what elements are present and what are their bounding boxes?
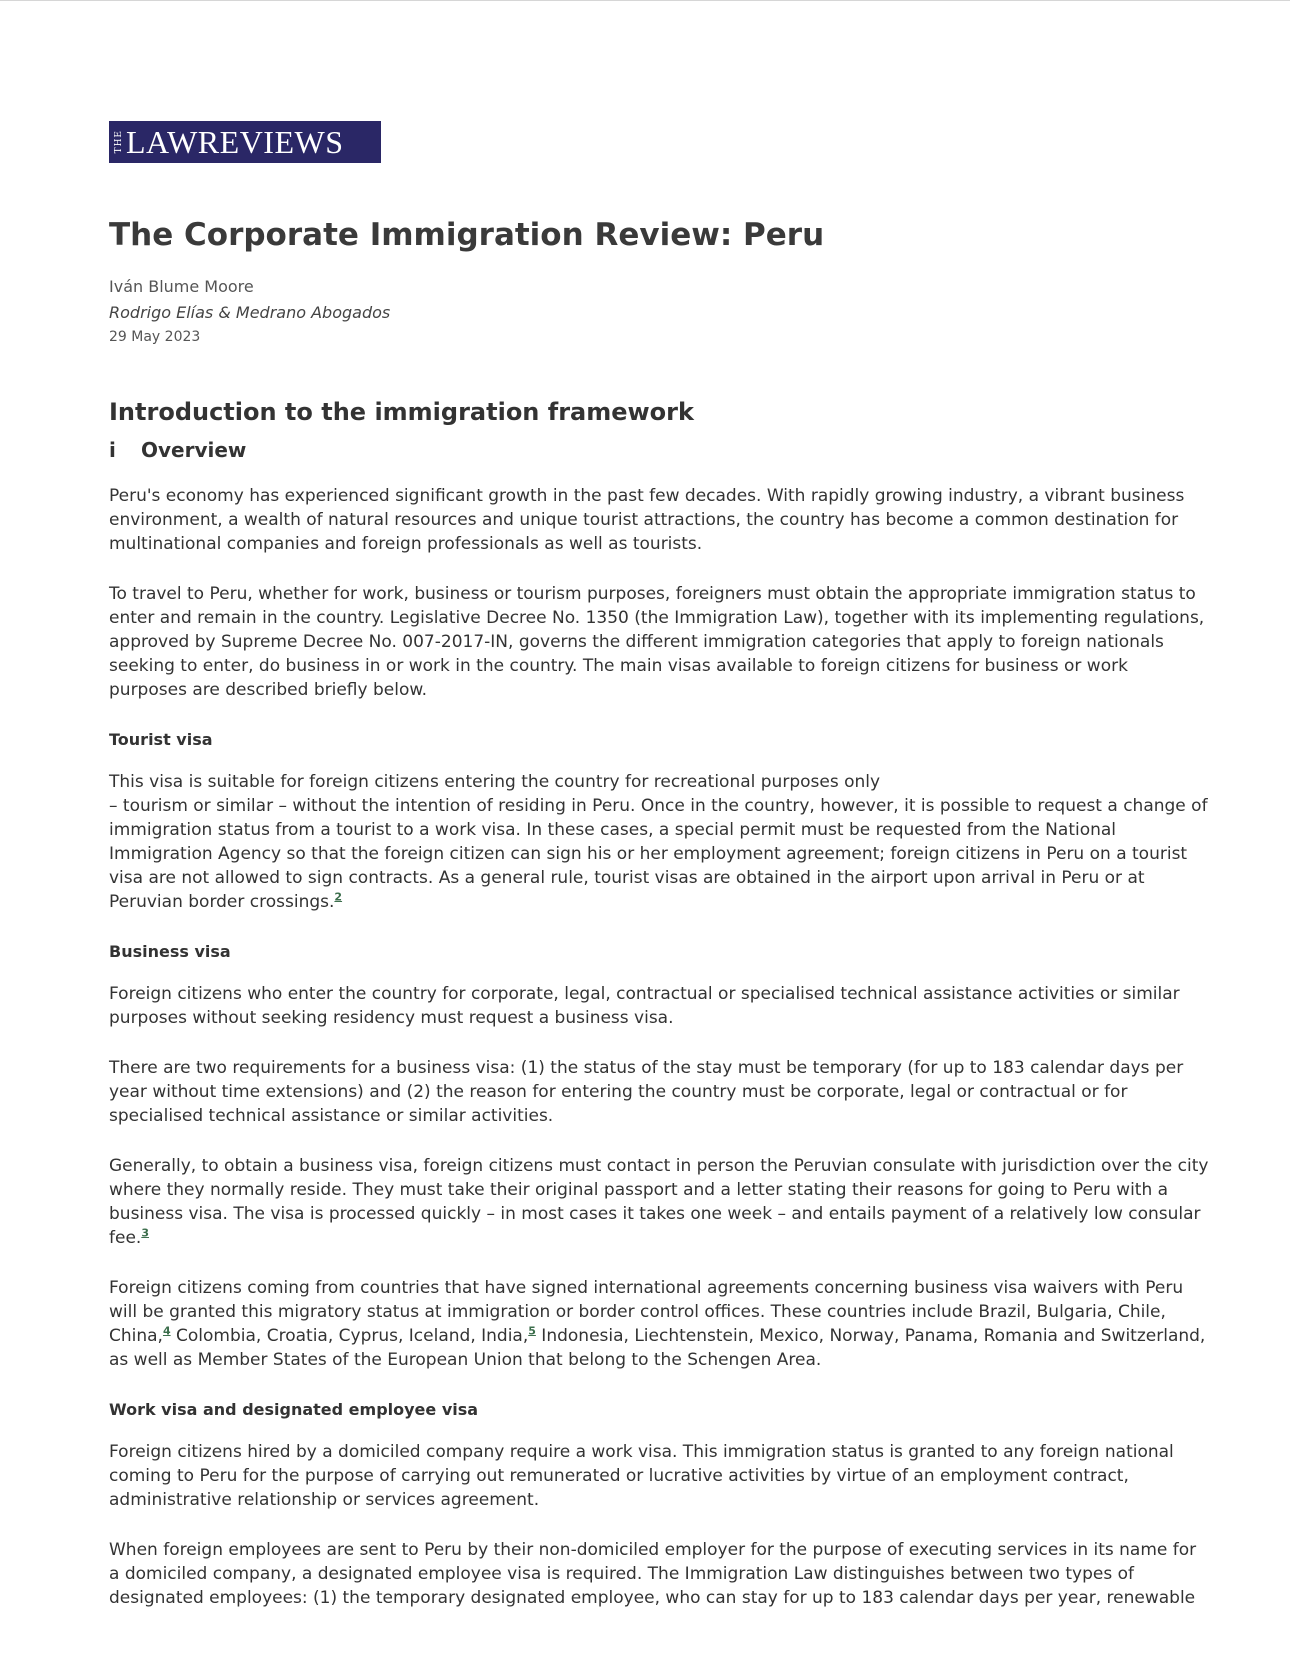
subsection-title: Overview [141, 438, 247, 462]
footnote-link[interactable]: 3 [141, 1226, 149, 1240]
paragraph: Foreign citizens who enter the country for corporate, legal, contractual or specialised technical assistance activities or similar purposes without seeking residency must request a business visa. [109, 984, 1180, 1028]
logo-wordmark: LAWREVIEWS [126, 124, 344, 160]
heading-business-visa: Business visa [109, 942, 231, 961]
paragraph [109, 770, 1209, 914]
publish-date: 29 May 2023 [109, 329, 201, 345]
footnote-link[interactable]: 4 [162, 1324, 171, 1338]
footnote-link[interactable]: 2 [334, 890, 343, 904]
heading-tourist-visa: Tourist visa [109, 730, 213, 749]
paragraph-text: – tourism or similar – without the intention of residing in Peru. Once in the country, however, it is possible to request a change of immigration status from a tourist to a work visa. In these cases, a special permit must be requested from the National Immigration Agency so that the foreign citizen can sign his or her employment agreement; foreign citizens in Peru on a tourist visa are not allowed to sign contracts. As a general rule, tourist visas are obtained in the airport upon arrival in Peru or at Peruvian border crossings. [109, 796, 1208, 912]
firm-name: Rodrigo Elías & Medrano Abogados [109, 303, 391, 322]
paragraph: When foreign employees are sent to Peru by their non-domiciled employer for the purpose of executing services in its name for a domiciled company, a designated employee visa is required. The Immigration Law distinguishes between two types of designated employees: (1) the temporary designated employee, who can stay for up to 183 calendar days per year, renewable [109, 1540, 1197, 1608]
paragraph-text: Colombia, Croatia, Cyprus, Iceland, India, [170, 1326, 529, 1346]
paragraph-text: Generally, to obtain a business visa, foreign citizens must contact in person the Peruvian consulate with jurisdiction over the city where they normally reside. They must take their original passport and a letter stating their reasons for going to Peru with a business visa. The visa is processed quickly – in most cases it takes one week – and entails payment of a relatively low consular fee. [109, 1156, 1209, 1248]
article-title: The Corporate Immigration Review: Peru [109, 217, 825, 253]
lawreviews-logo[interactable] [109, 121, 381, 163]
paragraph: There are two requirements for a business visa: (1) the status of the stay must be temporary (for up to 183 calendar days per year without time extensions) and (2) the reason for entering the country must be corporate, legal or contractual or for specialised technical assistance or similar activities. [109, 1058, 1184, 1126]
footnote-link[interactable]: 5 [528, 1324, 536, 1338]
paragraph [109, 1154, 1209, 1250]
paragraph-line: This visa is suitable for foreign citizens entering the country for recreational purposes only [109, 772, 881, 792]
subsection-number: i [109, 438, 116, 462]
paragraph-text: Foreign citizens coming from countries that have signed international agreements concerning business visa waivers with Peru will be granted this migratory status at immigration or border control offices. These countries include Brazil, Bulgaria, Chile, China, [109, 1278, 1184, 1346]
article-body [109, 395, 1209, 1636]
heading-work-visa: Work visa and designated employee visa [109, 1400, 479, 1419]
byline [109, 274, 390, 348]
paragraph: To travel to Peru, whether for work, business or tourism purposes, foreigners must obtain the appropriate immigration status to enter and remain in the country. Legislative Decree No. 1350 (the Immigration Law), together with its implementing regulations, approved by Supreme Decree No. 007-2017-IN, governs the different immigration categories that apply to foreign nationals seeking to enter, do business in or work in the country. The main visas available to foreign citizens for business or work purposes are described briefly below. [109, 584, 1205, 700]
logo-the-text: THE [114, 130, 124, 154]
paragraph: Foreign citizens hired by a domiciled company require a work visa. This immigration status is granted to any foreign national coming to Peru for the purpose of carrying out remunerated or lucrative activities by virtue of an employment contract, administrative relationship or services agreement. [109, 1442, 1174, 1510]
author-name: Iván Blume Moore [109, 277, 254, 296]
paragraph-text: Indonesia, Liechtenstein, Mexico, Norway, Panama, Romania and Switzerland, as well as Member States of the European Union that belong to the Schengen Area. [109, 1326, 1206, 1370]
paragraph [109, 1276, 1209, 1372]
section-heading: Introduction to the immigration framework [109, 398, 694, 426]
subsection-heading [109, 435, 1209, 465]
paragraph: Peru's economy has experienced significant growth in the past few decades. With rapidly growing industry, a vibrant business environment, a wealth of natural resources and unique tourist attractions, the country has become a common destination for multinational companies and foreign professionals as well as tourists. [109, 486, 1185, 554]
